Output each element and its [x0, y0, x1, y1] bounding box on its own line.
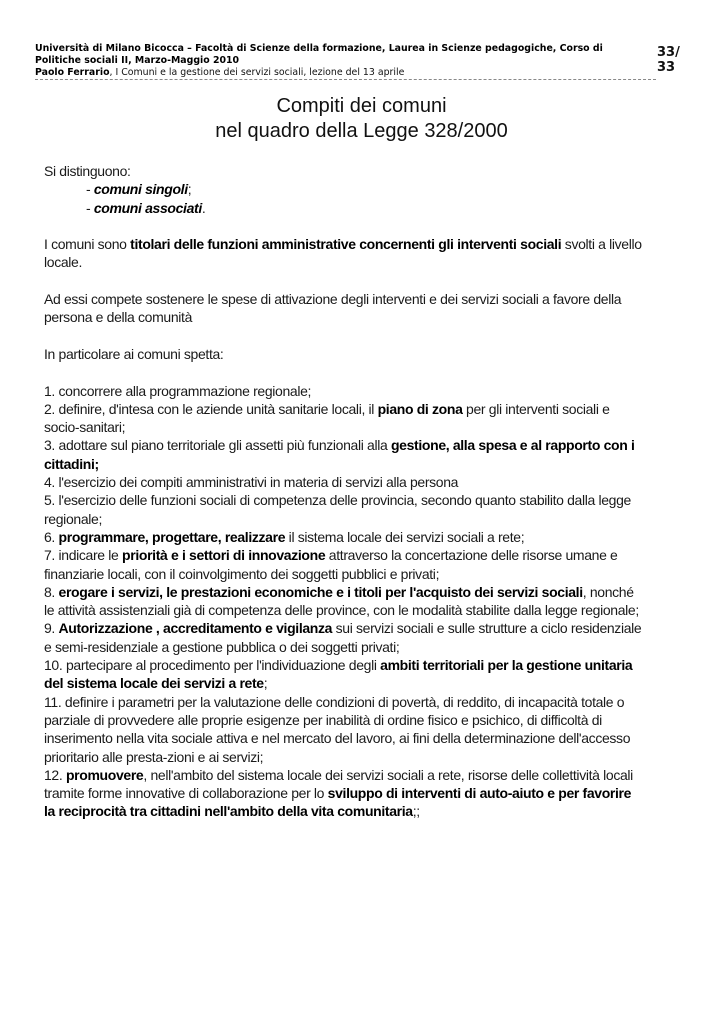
- duty-number: 10.: [44, 657, 66, 674]
- page-total: 33: [657, 60, 676, 75]
- duty-item: [44, 436, 644, 473]
- duty-text: l'esercizio delle funzioni sociali di competenza delle provincia, secondo quanto stabilito dalla legge regionale;: [44, 492, 631, 527]
- duties-list: [44, 382, 644, 821]
- page-current: 33/: [657, 45, 680, 60]
- duty-text-bold: gestione, alla spesa e al rapporto con i cittadini;: [44, 437, 635, 472]
- comune-type-item: - comuni singoli;: [86, 181, 192, 198]
- comune-type-item: - comuni associati.: [86, 199, 206, 216]
- header-divider: [35, 79, 656, 80]
- duty-number: 2.: [44, 400, 59, 417]
- duty-number: 11.: [44, 693, 65, 710]
- duty-text-bold: programmare, progettare, realizzare: [58, 528, 286, 545]
- duty-item: [44, 656, 644, 693]
- title-line-2: nel quadro della Legge 328/2000: [215, 120, 508, 142]
- duty-text-bold: ambiti territoriali per la gestione unitaria del sistema locale dei servizi a rete: [44, 657, 633, 692]
- page-title: [0, 94, 723, 144]
- duty-item: [44, 546, 644, 583]
- duty-text: definire, d'intesa con le aziende unità sanitarie locali, il: [58, 400, 378, 417]
- page-number: [657, 45, 687, 75]
- duty-item: [44, 400, 644, 437]
- header-line-2: Politiche sociali II, Marzo-Maggio 2010: [35, 55, 240, 66]
- duty-text: l'esercizio dei compiti amministrativi in materia di servizi alla persona: [58, 474, 459, 491]
- title-line-1: Compiti dei comuni: [276, 95, 447, 117]
- duty-number: 3.: [44, 437, 59, 454]
- duty-item: [44, 766, 644, 821]
- duty-text: adottare sul piano territoriale gli assetti più funzionali alla: [58, 437, 391, 454]
- duty-text: , nell'ambito del sistema locale dei servizi sociali a rete, risorse delle collettività locali tramite forme innovative di collaborazione per lo: [44, 766, 633, 802]
- paragraph-titolari: I comuni sono titolari delle funzioni amministrative concernenti gli interventi sociali svolti a livello locale.: [44, 236, 642, 271]
- duty-number: 6.: [44, 528, 59, 545]
- duty-text-bold: piano di zona: [377, 400, 463, 417]
- duty-item: [44, 693, 644, 766]
- duty-text: indicare le: [58, 547, 123, 564]
- duty-number: 9.: [44, 620, 59, 637]
- duty-item: [44, 473, 644, 491]
- duty-number: 4.: [44, 474, 59, 491]
- duty-text: attraverso la concertazione delle risorse umane e finanziarie locali, con il coinvolgimento dei soggetti pubblici e privati;: [44, 547, 618, 582]
- duty-text-bold: promuovere: [65, 766, 144, 783]
- duty-item: [44, 619, 644, 656]
- duty-text: definire i parametri per la valutazione delle condizioni di povertà, di reddito, di incapacità totale o parziale di provvedere alle proprie esigenze per inabilità di ordine fisico e psichico, di difficoltà di inserimento nella vita sociale attiva e nel mercato del lavoro, ai fini della determinazione dell'accesso prioritario alle presta-zioni e ai servizi;: [44, 693, 631, 765]
- duty-text-bold: erogare i servizi, le prestazioni economiche e i titoli per l'acquisto dei servizi sociali: [58, 583, 583, 600]
- duty-number: 8.: [44, 583, 59, 600]
- paragraph-spese: Ad essi compete sostenere le spese di attivazione degli interventi e dei servizi sociali a favore della persona e della comunità: [44, 291, 622, 326]
- duty-text-bold: priorità e i settori di innovazione: [122, 547, 326, 564]
- duty-text: concorrere alla programmazione regionale;: [58, 382, 312, 399]
- duty-item: [44, 382, 644, 400]
- duty-text: per gli interventi sociali e socio-sanitari;: [44, 400, 610, 436]
- duty-text-bold: Autorizzazione , accreditamento e vigilanza: [58, 620, 333, 637]
- duty-item: [44, 583, 644, 620]
- duty-number: 5.: [44, 492, 59, 509]
- header-line-3: [35, 67, 635, 79]
- duty-text: ;: [263, 675, 268, 692]
- document-body: [44, 162, 644, 821]
- header-line-1: Università di Milano Bicocca – Facoltà di Scienze della formazione, Laurea in Scienze pedagogiche, Corso di: [35, 43, 603, 54]
- duty-text: partecipare al procedimento per l'individuazione degli: [65, 657, 381, 674]
- duty-text: ;;: [412, 803, 420, 820]
- duty-text: sui servizi sociali e sulle strutture a ciclo residenziale e semi-residenziale a gestione pubblica o dei soggetti privati;: [44, 620, 642, 655]
- author-name: Paolo Ferrario: [35, 67, 110, 78]
- duty-text: il sistema locale dei servizi sociali a rete;: [285, 528, 525, 545]
- paragraph-spetta: In particolare ai comuni spetta:: [44, 345, 224, 362]
- distinguish-label: Si distinguono:: [44, 163, 131, 179]
- duty-number: 7.: [44, 547, 59, 564]
- duty-item: [44, 528, 644, 546]
- duty-text-bold: sviluppo di interventi di auto-aiuto e per favorire la reciprocità tra cittadini nell'ambito della vita comunitaria: [44, 785, 632, 820]
- duty-number: 12.: [44, 766, 66, 783]
- lecture-info: , I Comuni e la gestione dei servizi sociali, lezione del 13 aprile: [109, 67, 405, 78]
- document-header: [35, 43, 635, 79]
- duty-number: 1.: [44, 382, 59, 399]
- duty-text: , nonché le attività assistenziali già di competenza delle province, con le modalità stabilite dalla legge regionale;: [44, 583, 639, 619]
- duty-item: [44, 491, 644, 528]
